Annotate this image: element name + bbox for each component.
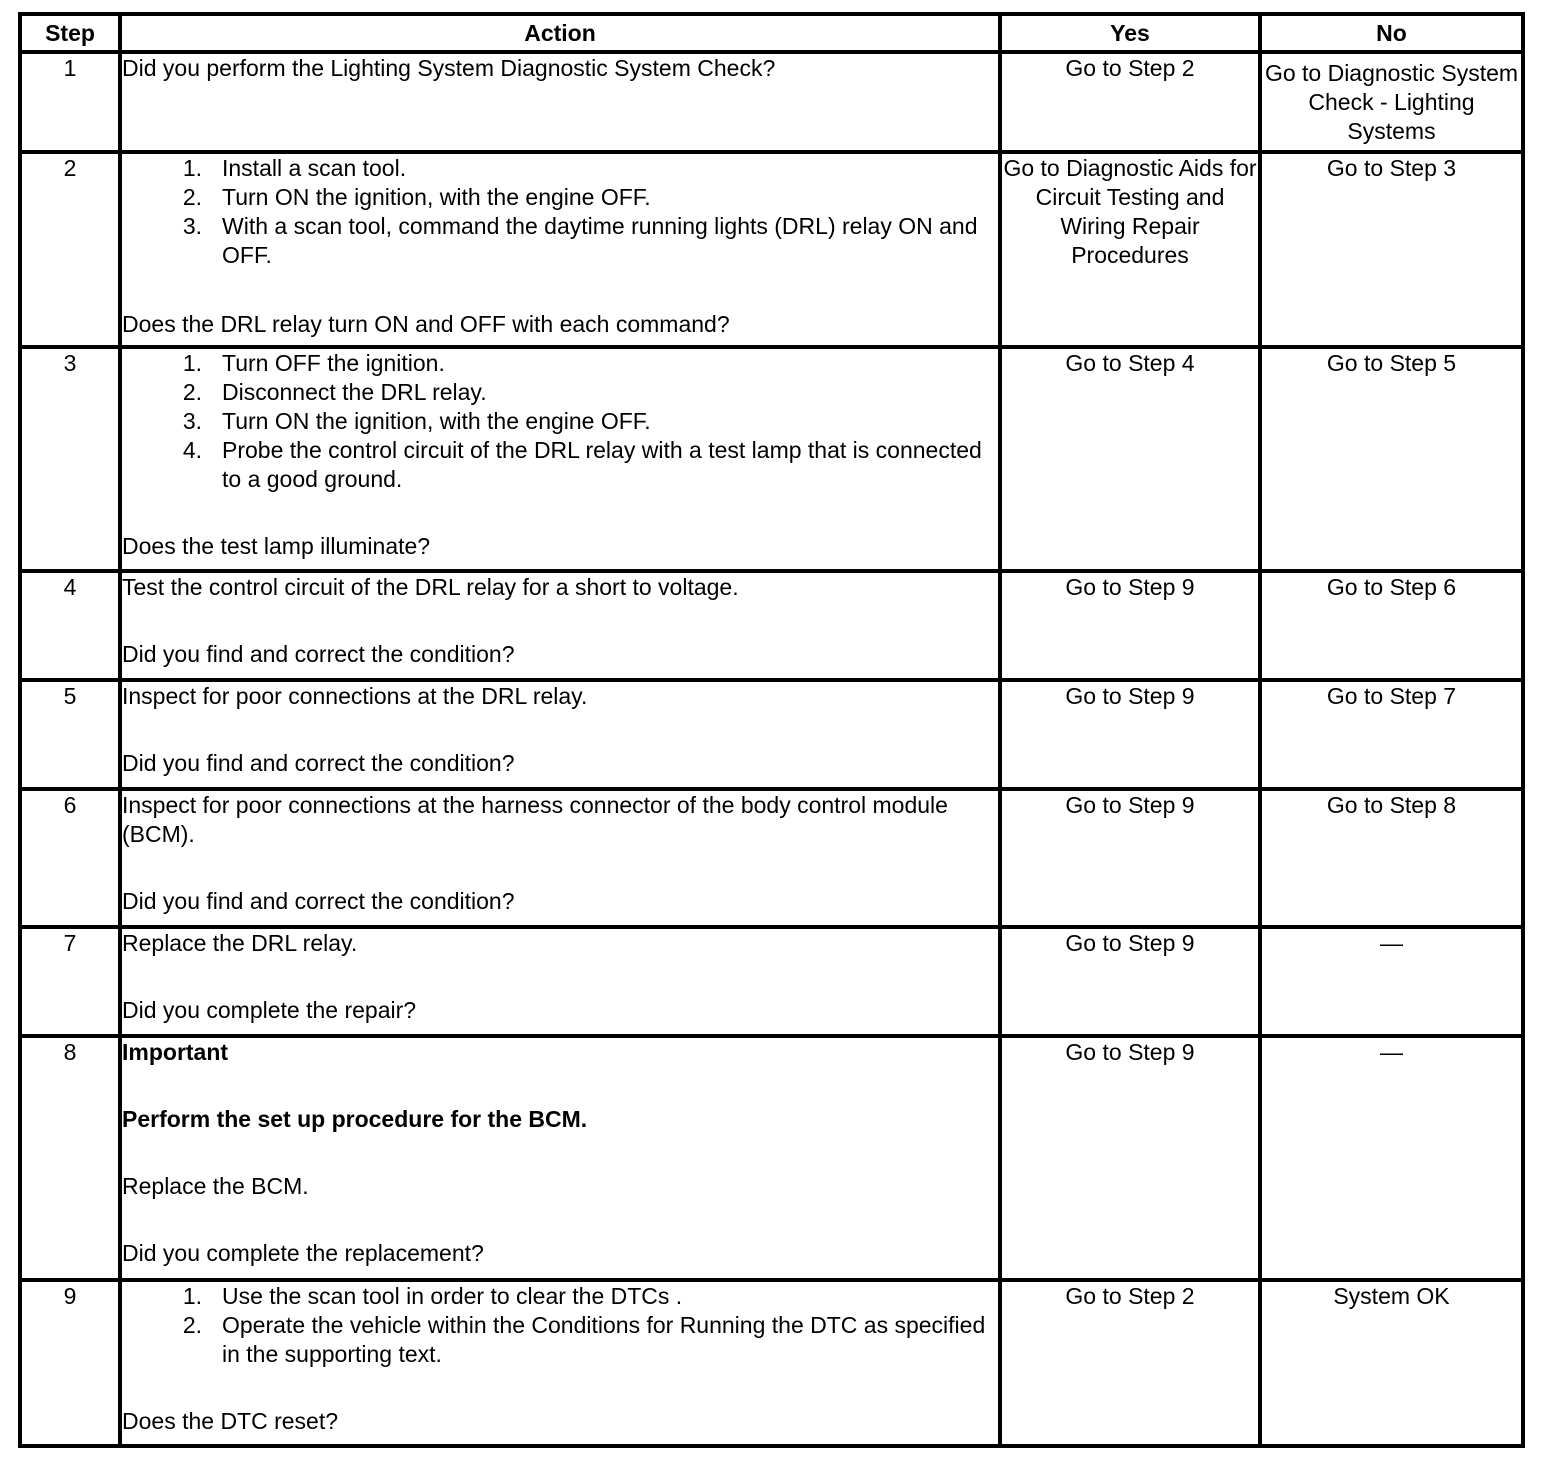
yes-cell: Go to Step 9 (1000, 680, 1260, 789)
step-number: 8 (20, 1036, 120, 1280)
header-no: No (1260, 14, 1523, 52)
table-row (20, 52, 1523, 152)
item-number: 1. (182, 350, 202, 376)
instruction-list (122, 154, 998, 270)
action-cell (120, 152, 1000, 347)
action-cell (120, 927, 1000, 1036)
list-item (122, 378, 998, 407)
question-text: Does the test lamp illuminate? (122, 533, 431, 559)
important-label: Important (122, 1039, 229, 1065)
question-text: Does the DTC reset? (122, 1408, 339, 1434)
question-text: Did you find and correct the condition? (122, 750, 515, 776)
item-text: Turn ON the ignition, with the engine OFF. (222, 184, 651, 210)
step-number: 7 (20, 927, 120, 1036)
action-cell (120, 52, 1000, 152)
question-text: Does the DRL relay turn ON and OFF with each command? (122, 311, 730, 337)
step-number: 6 (20, 789, 120, 927)
item-number: 3. (182, 408, 202, 434)
action-cell (120, 347, 1000, 571)
header-yes: Yes (1000, 14, 1260, 52)
yes-cell: Go to Step 9 (1000, 1036, 1260, 1280)
yes-cell: Go to Step 2 (1000, 1280, 1260, 1446)
no-cell: Go to Step 8 (1260, 789, 1523, 927)
step-number: 1 (20, 52, 120, 152)
action-cell (120, 571, 1000, 680)
yes-cell: Go to Step 9 (1000, 927, 1260, 1036)
item-text: Probe the control circuit of the DRL relay with a test lamp that is connected to a good ground. (222, 437, 982, 492)
step-number: 9 (20, 1280, 120, 1446)
step-number: 5 (20, 680, 120, 789)
action-text: Replace the BCM. (122, 1173, 309, 1199)
question-text: Did you complete the replacement? (122, 1240, 484, 1266)
item-number: 2. (182, 184, 202, 210)
action-text: Inspect for poor connections at the DRL relay. (122, 683, 588, 709)
table-row (20, 571, 1523, 680)
list-item (122, 154, 998, 183)
step-number: 2 (20, 152, 120, 347)
diagnostic-table (18, 12, 1525, 1448)
list-item (122, 183, 998, 212)
no-cell: Go to Step 7 (1260, 680, 1523, 789)
no-cell: Go to Step 3 (1260, 152, 1523, 347)
header-action: Action (120, 14, 1000, 52)
header-step: Step (20, 14, 120, 52)
list-item (122, 1282, 998, 1311)
yes-cell: Go to Diagnostic Aids for Circuit Testing and Wiring Repair Procedures (1000, 152, 1260, 347)
item-number: 3. (182, 213, 202, 239)
item-text: Operate the vehicle within the Conditions for Running the DTC as specified in the supporting text. (222, 1312, 986, 1367)
table-row (20, 1036, 1523, 1280)
action-cell (120, 1280, 1000, 1446)
table-row (20, 927, 1523, 1036)
item-text: Use the scan tool in order to clear the DTCs . (222, 1283, 683, 1309)
question-text: Did you find and correct the condition? (122, 641, 515, 667)
step-number: 4 (20, 571, 120, 680)
question-text: Did you complete the repair? (122, 997, 417, 1023)
no-cell: — (1260, 927, 1523, 1036)
action-cell (120, 680, 1000, 789)
item-number: 1. (182, 1283, 202, 1309)
yes-cell: Go to Step 2 (1000, 52, 1260, 152)
table-row (20, 680, 1523, 789)
step-number: 3 (20, 347, 120, 571)
action-text: Inspect for poor connections at the harness connector of the body control module (BCM). (122, 792, 948, 847)
no-cell: Go to Step 5 (1260, 347, 1523, 571)
list-item (122, 436, 998, 494)
table-row (20, 1280, 1523, 1446)
no-cell: Go to Step 6 (1260, 571, 1523, 680)
no-cell: Go to Diagnostic System Check - Lighting Systems (1260, 52, 1523, 152)
header-row (20, 14, 1523, 52)
list-item (122, 212, 998, 270)
list-item (122, 349, 998, 378)
yes-cell: Go to Step 9 (1000, 571, 1260, 680)
action-text: Test the control circuit of the DRL relay for a short to voltage. (122, 574, 739, 600)
action-cell (120, 789, 1000, 927)
instruction-list (122, 349, 998, 494)
table-row (20, 152, 1523, 347)
yes-cell: Go to Step 9 (1000, 789, 1260, 927)
action-text: Replace the DRL relay. (122, 930, 358, 956)
item-text: With a scan tool, command the daytime running lights (DRL) relay ON and OFF. (222, 213, 978, 268)
table-row (20, 347, 1523, 571)
list-item (122, 1311, 998, 1369)
action-cell (120, 1036, 1000, 1280)
table-row (20, 789, 1523, 927)
action-text: Did you perform the Lighting System Diagnostic System Check? (122, 55, 776, 81)
item-number: 4. (182, 437, 202, 463)
question-text: Did you find and correct the condition? (122, 888, 515, 914)
item-text: Turn ON the ignition, with the engine OFF. (222, 408, 651, 434)
no-cell: System OK (1260, 1280, 1523, 1446)
item-number: 1. (182, 155, 202, 181)
item-text: Disconnect the DRL relay. (222, 379, 487, 405)
instruction-list (122, 1282, 998, 1369)
important-text: Perform the set up procedure for the BCM. (122, 1106, 588, 1132)
item-number: 2. (182, 1312, 202, 1338)
yes-cell: Go to Step 4 (1000, 347, 1260, 571)
no-cell: — (1260, 1036, 1523, 1280)
list-item (122, 407, 998, 436)
item-number: 2. (182, 379, 202, 405)
item-text: Turn OFF the ignition. (222, 350, 445, 376)
item-text: Install a scan tool. (222, 155, 407, 181)
